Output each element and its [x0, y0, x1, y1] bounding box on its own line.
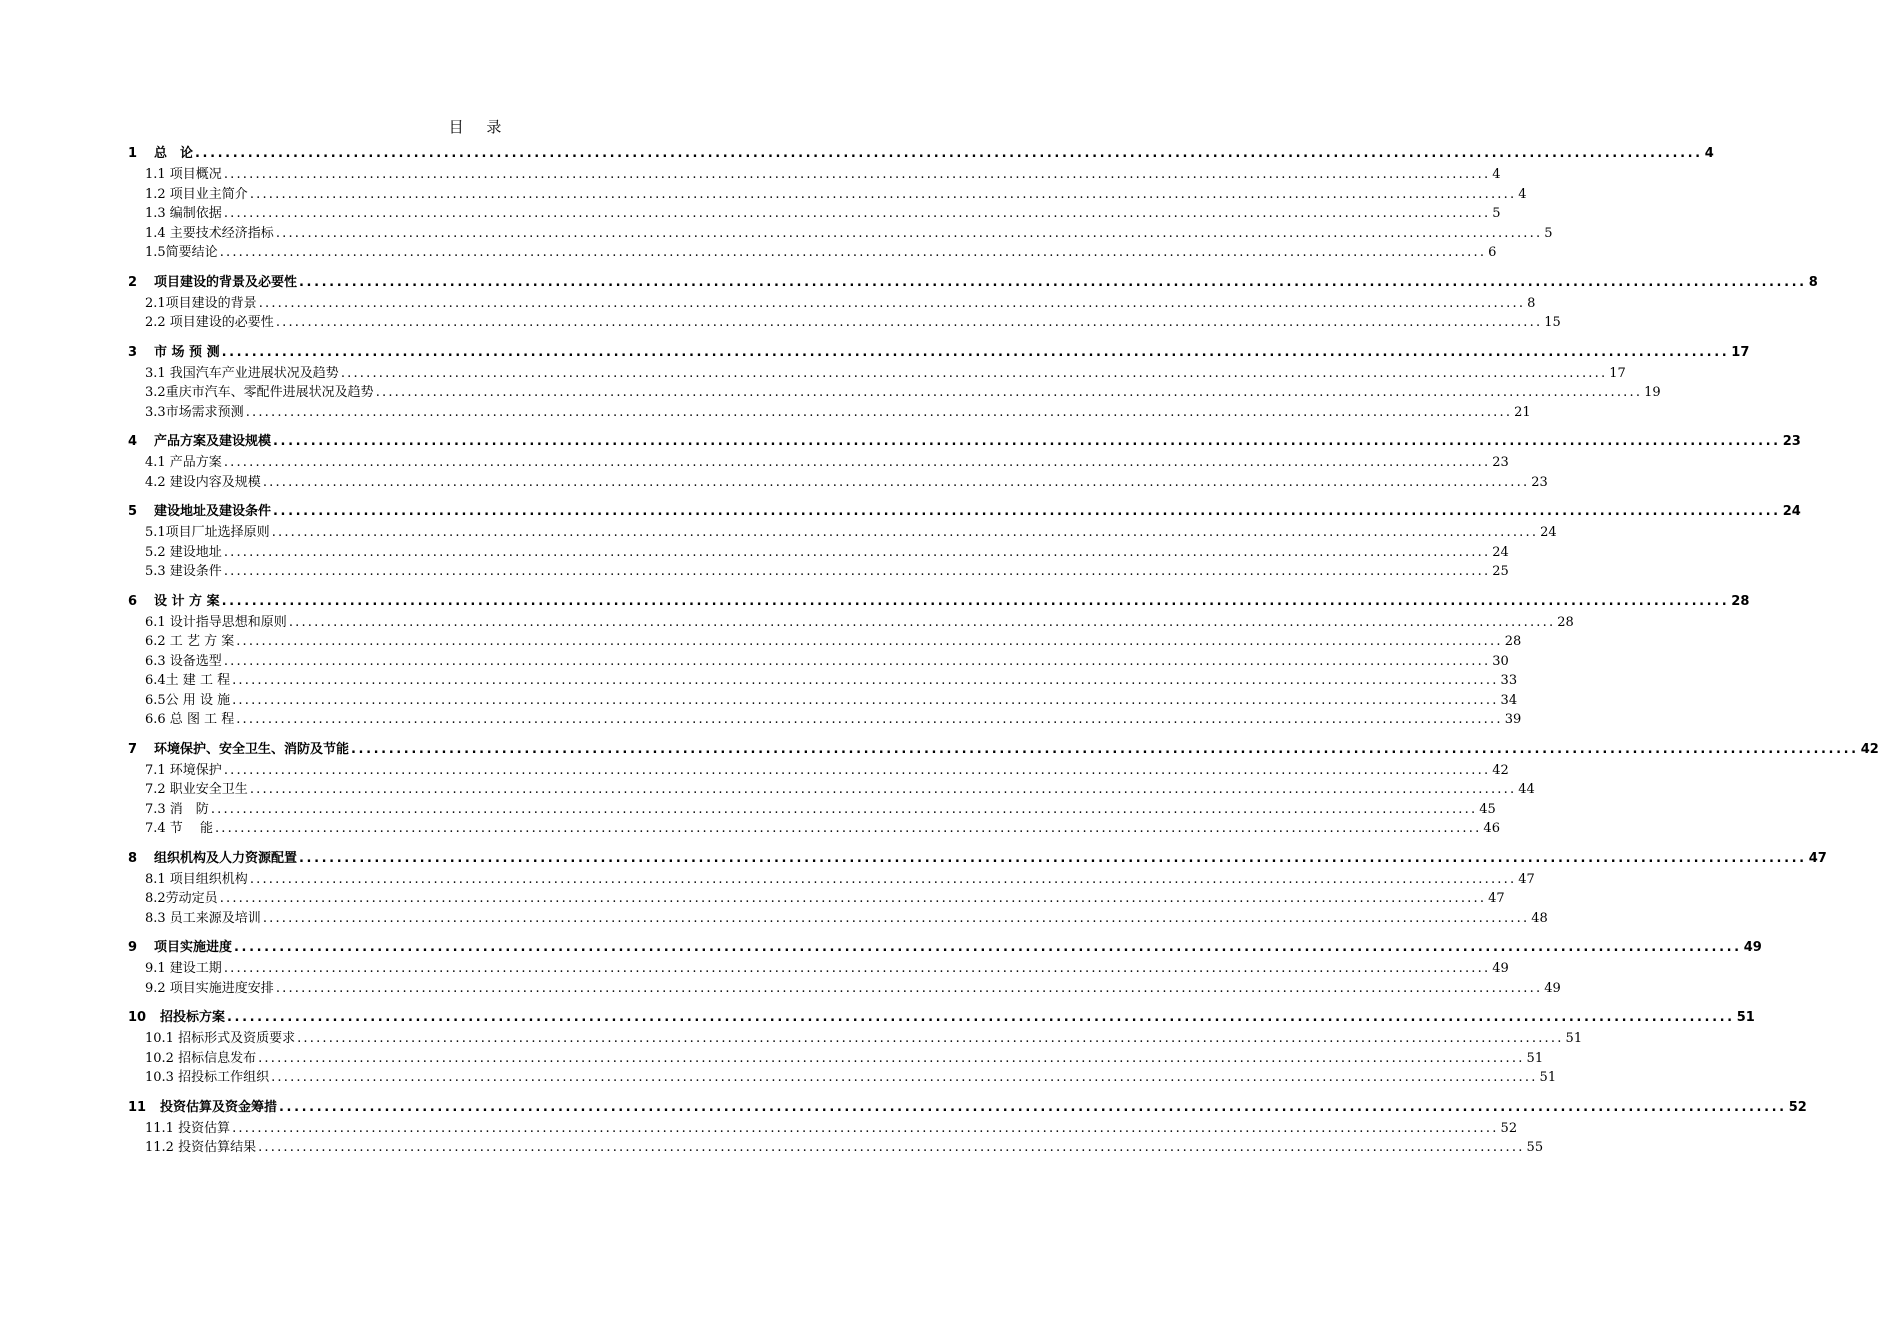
toc-entry-text: 2.1项目建设的背景	[145, 295, 257, 311]
toc-entry-text: 7.4 节 能	[145, 821, 213, 836]
toc-entry-page-number: 17	[1731, 344, 1750, 360]
toc-section-entry[interactable]	[128, 224, 1553, 244]
toc-entry-text: 5.2 建设地址	[145, 544, 222, 560]
toc-entry-text: 4.1 产品方案	[145, 455, 222, 470]
toc-entry-text: 6.4土 建 工 程	[145, 673, 231, 688]
toc-section-entry[interactable]	[128, 909, 1548, 929]
toc-entry-page-number: 51	[1736, 1010, 1755, 1025]
toc-entry-page-number: 49	[1743, 940, 1762, 955]
dot-leader: ........................................................................................................................................................................................................	[375, 385, 1643, 400]
toc-section-entry[interactable]	[128, 870, 1535, 890]
toc-entry-text: 9.2 项目实施进度安排	[145, 980, 274, 996]
dot-leader: ........................................................................................................................................................................................................	[232, 673, 1499, 688]
toc-entry-text: 1.5简要结论	[145, 245, 218, 260]
toc-entry-text: 7.1 环境保护	[145, 762, 222, 778]
dot-leader: ........................................................................................................................................................................................................	[223, 961, 1491, 976]
toc-section-entry[interactable]	[128, 1029, 1583, 1049]
toc-chapter-entry[interactable]	[128, 1097, 1807, 1119]
toc-entry-page-number: 28	[1557, 614, 1574, 630]
dot-leader: ........................................................................................................................................................................................................	[275, 315, 1543, 330]
toc-chapter-entry[interactable]	[128, 591, 1750, 613]
dot-leader: ........................................................................................................................................................................................................	[258, 1140, 1525, 1155]
dot-leader: ........................................................................................................................................................................................................	[271, 1070, 1538, 1085]
toc-entry-page-number: 33	[1500, 673, 1518, 688]
toc-entry-page-number: 34	[1500, 692, 1518, 708]
toc-entry-page-number: 52	[1788, 1099, 1807, 1115]
toc-entry-number: 11	[128, 1099, 147, 1115]
toc-entry-page-number: 6	[1488, 245, 1497, 260]
dot-leader: ........................................................................................................................................................................................................	[299, 850, 1807, 866]
toc-section-entry[interactable]	[128, 959, 1509, 979]
toc-entry-text: 7.3 消 防	[145, 801, 209, 817]
toc-section-entry[interactable]	[128, 819, 1500, 839]
toc-entry-page-number: 51	[1565, 1031, 1583, 1046]
toc-entry-number: 7	[128, 741, 138, 757]
dot-leader: ........................................................................................................................................................................................................	[236, 712, 1503, 727]
toc-entry-text: 总 论	[154, 146, 194, 161]
toc-entry-number: 3	[128, 344, 138, 360]
toc-entry-page-number: 49	[1492, 961, 1509, 976]
toc-entry-text: 3.2重庆市汽车、零配件进展状况及趋势	[145, 385, 374, 400]
toc-chapter-entry[interactable]	[128, 739, 1879, 761]
dot-leader: ........................................................................................................................................................................................................	[275, 225, 1543, 241]
toc-entry-number: 2	[128, 274, 138, 290]
toc-section-entry[interactable]	[128, 403, 1531, 423]
toc-entry-page-number: 42	[1860, 741, 1879, 757]
toc-section-entry[interactable]	[128, 979, 1561, 999]
toc-entry-text: 7.2 职业安全卫生	[145, 782, 248, 797]
toc-entry-page-number: 23	[1492, 455, 1509, 470]
toc-section-entry[interactable]	[128, 800, 1496, 820]
toc-section-entry[interactable]	[128, 313, 1561, 333]
toc-entry-page-number: 47	[1488, 891, 1505, 906]
toc-section-entry[interactable]	[128, 562, 1509, 582]
toc-entry-page-number: 23	[1531, 474, 1548, 490]
toc-section-entry[interactable]	[128, 613, 1574, 633]
toc-entry-number: 8	[128, 850, 138, 866]
toc-entry-page-number: 49	[1544, 980, 1561, 996]
dot-leader: ........................................................................................................................................................................................................	[236, 634, 1503, 649]
toc-entry-text: 6.3 设备选型	[145, 653, 222, 669]
toc-entry-text: 1.3 编制依据	[145, 206, 222, 221]
toc-entry-text: 4.2 建设内容及规模	[145, 474, 261, 490]
toc-entry-number: 9	[128, 940, 138, 955]
toc-entry-page-number: 21	[1514, 404, 1531, 420]
dot-leader: ........................................................................................................................................................................................................	[299, 274, 1807, 290]
toc-section-entry[interactable]	[128, 710, 1522, 730]
dot-leader: ........................................................................................................................................................................................................	[223, 564, 1491, 579]
toc-entry-page-number: 4	[1518, 186, 1527, 202]
toc-entry-text: 项目实施进度	[154, 940, 233, 955]
dot-leader: ........................................................................................................................................................................................................	[271, 525, 1539, 540]
toc-entry-text: 6.2 工 艺 方 案	[145, 634, 235, 649]
dot-leader: ........................................................................................................................................................................................................	[221, 593, 1730, 609]
toc-entry-text: 6.1 设计指导思想和原则	[145, 614, 287, 630]
toc-entry-text: 10.2 招标信息发布	[145, 1050, 257, 1066]
dot-leader: ........................................................................................................................................................................................................	[258, 295, 1526, 311]
toc-entry-page-number: 23	[1782, 434, 1801, 449]
toc-chapter-entry[interactable]	[128, 1007, 1755, 1029]
toc-section-entry[interactable]	[128, 671, 1518, 691]
toc-chapter-entry[interactable]	[128, 143, 1714, 165]
toc-entry-page-number: 4	[1704, 146, 1714, 161]
toc-entry-page-number: 47	[1808, 850, 1827, 866]
toc-entry-text: 设 计 方 案	[154, 593, 220, 609]
toc-entry-page-number: 24	[1540, 525, 1557, 540]
dot-leader: ........................................................................................................................................................................................................	[262, 910, 1530, 926]
toc-entry-page-number: 51	[1539, 1070, 1557, 1085]
toc-entry-page-number: 8	[1808, 274, 1818, 290]
toc-entry-page-number: 15	[1544, 315, 1561, 330]
toc-section-entry[interactable]	[128, 165, 1501, 185]
toc-entry-text: 11.1 投资估算	[145, 1120, 231, 1136]
toc-entry-number: 5	[128, 504, 138, 519]
toc-title: 目 录	[448, 118, 511, 136]
toc-section-entry[interactable]	[128, 1119, 1518, 1139]
toc-section-entry[interactable]	[128, 523, 1557, 543]
toc-entry-text: 9.1 建设工期	[145, 961, 222, 976]
toc-section-entry[interactable]	[128, 632, 1522, 652]
toc-entry-text: 5.1项目厂址选择原则	[145, 525, 270, 540]
toc-entry-text: 3.3市场需求预测	[145, 404, 244, 420]
dot-leader: ........................................................................................................................................................................................................	[232, 1120, 1499, 1136]
dot-leader: ........................................................................................................................................................................................................	[227, 1010, 1735, 1025]
dot-leader: ........................................................................................................................................................................................................	[223, 653, 1491, 669]
dot-leader: ........................................................................................................................................................................................................	[279, 1099, 1787, 1115]
toc-entry-page-number: 4	[1492, 167, 1501, 182]
toc-chapter-entry[interactable]	[128, 937, 1762, 959]
toc-entry-number: 10	[128, 1010, 147, 1025]
dot-leader: ........................................................................................................................................................................................................	[223, 762, 1491, 778]
toc-chapter-entry[interactable]	[128, 848, 1827, 870]
toc-entry-text: 1.4 主要技术经济指标	[145, 225, 274, 241]
toc-section-entry[interactable]	[128, 383, 1661, 403]
toc-entry-page-number: 52	[1500, 1120, 1518, 1136]
toc-entry-page-number: 19	[1644, 385, 1661, 400]
dot-leader: ........................................................................................................................................................................................................	[223, 206, 1491, 221]
toc-section-entry[interactable]	[128, 761, 1509, 781]
toc-entry-page-number: 17	[1609, 365, 1626, 381]
toc-entry-text: 1.2 项目业主简介	[145, 186, 248, 202]
toc-entry-page-number: 46	[1483, 821, 1500, 836]
dot-leader: ........................................................................................................................................................................................................	[245, 404, 1513, 420]
toc-chapter-entry[interactable]	[128, 431, 1801, 453]
toc-entry-text: 环境保护、安全卫生、消防及节能	[154, 741, 350, 757]
toc-section-entry[interactable]	[128, 1068, 1557, 1088]
toc-entry-number: 4	[128, 434, 138, 449]
toc-entry-page-number: 28	[1504, 634, 1522, 649]
toc-section-entry[interactable]	[128, 204, 1501, 224]
toc-entry-page-number: 42	[1492, 762, 1509, 778]
dot-leader: ........................................................................................................................................................................................................	[249, 782, 1517, 797]
toc-entry-text: 5.3 建设条件	[145, 564, 222, 579]
toc-entry-text: 6.5公 用 设 施	[145, 692, 231, 708]
toc-entry-text: 10.3 招投标工作组织	[145, 1070, 270, 1085]
toc-entry-text: 项目建设的背景及必要性	[154, 274, 298, 290]
toc-chapter-entry[interactable]	[128, 272, 1818, 294]
dot-leader: ........................................................................................................................................................................................................	[219, 245, 1487, 260]
toc-entry-page-number: 30	[1492, 653, 1509, 669]
toc-entry-text: 2.2 项目建设的必要性	[145, 315, 274, 330]
toc-section-entry[interactable]	[128, 889, 1505, 909]
toc-entry-page-number: 5	[1492, 206, 1501, 221]
toc-entry-number: 1	[128, 146, 138, 161]
dot-leader: ........................................................................................................................................................................................................	[249, 871, 1517, 887]
dot-leader: ........................................................................................................................................................................................................	[273, 434, 1781, 449]
toc-section-entry[interactable]	[128, 1049, 1544, 1069]
dot-leader: ........................................................................................................................................................................................................	[223, 167, 1491, 182]
dot-leader: ........................................................................................................................................................................................................	[214, 821, 1482, 836]
toc-section-entry[interactable]	[128, 691, 1518, 711]
toc-section-entry[interactable]	[128, 652, 1509, 672]
table-of-contents	[128, 143, 1879, 1158]
toc-section-entry[interactable]	[128, 294, 1536, 314]
dot-leader: ........................................................................................................................................................................................................	[223, 544, 1491, 560]
toc-entry-text: 组织机构及人力资源配置	[154, 850, 298, 866]
dot-leader: ........................................................................................................................................................................................................	[234, 940, 1742, 955]
toc-entry-text: 11.2 投资估算结果	[145, 1140, 257, 1155]
toc-entry-page-number: 24	[1782, 504, 1801, 519]
dot-leader: ........................................................................................................................................................................................................	[288, 614, 1556, 630]
toc-section-entry[interactable]	[128, 364, 1626, 384]
toc-entry-text: 1.1 项目概况	[145, 167, 222, 182]
dot-leader: ........................................................................................................................................................................................................	[275, 980, 1543, 996]
toc-entry-page-number: 44	[1518, 782, 1535, 797]
dot-leader: ........................................................................................................................................................................................................	[219, 891, 1487, 906]
toc-entry-page-number: 25	[1492, 564, 1509, 579]
dot-leader: ........................................................................................................................................................................................................	[262, 474, 1530, 490]
dot-leader: ........................................................................................................................................................................................................	[221, 344, 1730, 360]
dot-leader: ........................................................................................................................................................................................................	[297, 1031, 1564, 1046]
toc-entry-text: 8.3 员工来源及培训	[145, 910, 261, 926]
dot-leader: ........................................................................................................................................................................................................	[195, 146, 1703, 161]
dot-leader: ........................................................................................................................................................................................................	[258, 1050, 1525, 1066]
dot-leader: ........................................................................................................................................................................................................	[340, 365, 1608, 381]
toc-section-entry[interactable]	[128, 780, 1535, 800]
toc-entry-text: 建设地址及建设条件	[154, 504, 272, 519]
toc-entry-number: 6	[128, 593, 138, 609]
toc-entry-text: 8.2劳动定员	[145, 891, 218, 906]
toc-section-entry[interactable]	[128, 243, 1497, 263]
toc-entry-text: 产品方案及建设规模	[154, 434, 272, 449]
toc-entry-page-number: 51	[1526, 1050, 1544, 1066]
toc-entry-page-number: 28	[1731, 593, 1750, 609]
toc-entry-page-number: 55	[1526, 1140, 1544, 1155]
toc-entry-text: 8.1 项目组织机构	[145, 871, 248, 887]
toc-entry-page-number: 48	[1531, 910, 1548, 926]
toc-entry-page-number: 8	[1527, 295, 1536, 311]
toc-entry-page-number: 47	[1518, 871, 1535, 887]
toc-chapter-entry[interactable]	[128, 342, 1750, 364]
toc-entry-page-number: 39	[1504, 712, 1522, 727]
toc-section-entry[interactable]	[128, 473, 1548, 493]
toc-entry-page-number: 45	[1479, 801, 1496, 817]
toc-entry-page-number: 5	[1544, 225, 1553, 241]
toc-entry-page-number: 24	[1492, 544, 1509, 560]
toc-entry-text: 3.1 我国汽车产业进展状况及趋势	[145, 365, 339, 381]
dot-leader: ........................................................................................................................................................................................................	[351, 741, 1859, 757]
toc-entry-text: 10.1 招标形式及资质要求	[145, 1031, 296, 1046]
toc-section-entry[interactable]	[128, 185, 1527, 205]
toc-entry-text: 6.6 总 图 工 程	[145, 712, 235, 727]
toc-entry-text: 市 场 预 测	[154, 344, 220, 360]
dot-leader: ........................................................................................................................................................................................................	[232, 692, 1499, 708]
dot-leader: ........................................................................................................................................................................................................	[223, 455, 1491, 470]
toc-section-entry[interactable]	[128, 453, 1509, 473]
dot-leader: ........................................................................................................................................................................................................	[210, 801, 1478, 817]
toc-entry-text: 招投标方案	[160, 1010, 226, 1025]
toc-section-entry[interactable]	[128, 543, 1509, 563]
toc-chapter-entry[interactable]	[128, 501, 1801, 523]
toc-section-entry[interactable]	[128, 1138, 1544, 1158]
dot-leader: ........................................................................................................................................................................................................	[249, 186, 1517, 202]
dot-leader: ........................................................................................................................................................................................................	[273, 504, 1781, 519]
toc-entry-text: 投资估算及资金筹措	[160, 1099, 278, 1115]
